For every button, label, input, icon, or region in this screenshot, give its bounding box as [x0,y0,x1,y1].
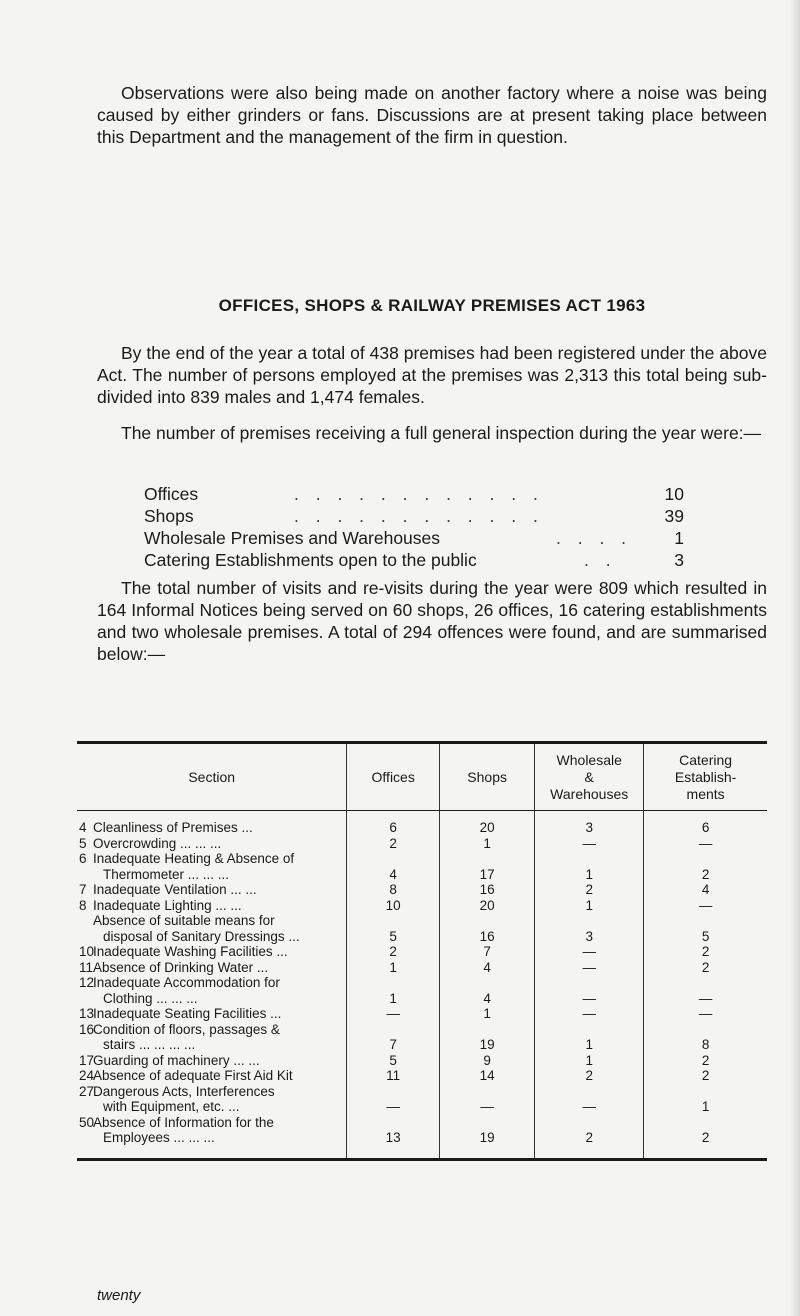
offices-count: 11 [347,1068,440,1084]
registration-paragraph: By the end of the year a total of 438 premises had been registered under the above Act. The number of persons employed at the premises was 2,313 this total being sub-divided into 839 males and 1,474 females. [97,343,767,407]
section-label: Inadequate Seating Facilities ... [93,1006,282,1021]
leader-dots: . . . . [556,528,633,548]
shops-count: 4 [440,960,535,976]
section-number: 8 [79,897,87,913]
inspection-intro: The number of premises receiving a full general inspection during the year were:— [121,423,762,443]
section-label: with Equipment, etc. ... [103,1099,240,1114]
shops-count: 20 [440,811,535,836]
section-label: Absence of adequate First Aid Kit [93,1068,293,1083]
catering-count: 8 [701,1037,710,1052]
shops-count: 14 [440,1068,535,1084]
section-number [79,1099,93,1115]
section-number [79,991,93,1007]
section-number: 50 [79,1114,95,1130]
section-cell [77,944,347,960]
catering-count: — [698,897,713,913]
inspection-row-shops [144,505,684,527]
section-number: 10 [79,944,95,959]
section-label: Cleanliness of Premises ... [93,820,253,835]
header-section: Section [77,744,347,811]
header-shops: Shops [440,744,535,811]
section-label: disposal of Sanitary Dressings ... [103,928,300,944]
section-cell [77,975,347,1006]
wholesale-count: — [535,944,644,960]
leader-dots: . . . . . . . . . . . . [294,506,544,526]
section-label: Absence of suitable means for [93,913,275,928]
shops-count: — [440,1084,535,1115]
offices-count: 5 [347,1053,440,1069]
shops-count: 7 [440,944,535,960]
catering-count: 2 [701,959,710,975]
catering-count: 4 [701,882,710,897]
section-cell [77,811,347,836]
section-number: 7 [79,882,87,897]
table-body [77,811,767,1158]
wholesale-count: — [535,975,644,1006]
leader-dots: . . [584,550,617,570]
inspection-label: Offices [144,484,199,504]
section-number [79,1130,93,1146]
section-number: 11 [79,959,94,975]
offices-count: 7 [347,1022,440,1053]
section-label: Inadequate Ventilation ... ... [93,882,257,897]
section-number: 27 [79,1083,95,1099]
shops-count: 1 [440,1006,535,1022]
wholesale-count: 1 [535,1053,644,1069]
table-row [77,1115,767,1158]
table-row [77,960,767,976]
inspection-value: 3 [674,550,684,570]
catering-count: 2 [701,1068,710,1083]
section-cell [77,851,347,882]
inspection-value: 39 [664,506,684,526]
section-label: Absence of Information for the [93,1114,274,1130]
wholesale-count: 2 [535,1068,644,1084]
inspection-row-offices [144,483,684,505]
table-row [77,811,767,836]
inspection-label: Shops [144,506,194,526]
visits-paragraph: The total number of visits and re-visits during the year were 809 which resulted in 164 Informal Notices being served on 60 shops, 26 offices, 16 catering establishments and two wholesale premises. A total of 294 offences were found, and are summarised below:— [97,578,767,664]
wholesale-count: 3 [535,913,644,944]
table-bottom-rule [77,1158,767,1161]
header-catering: Catering Establish- ments [644,744,767,811]
table-row [77,1068,767,1084]
section-heading: OFFICES, SHOPS & RAILWAY PREMISES ACT 1963 [218,296,646,315]
inspection-row-wholesale [144,527,684,549]
section-cell [77,1022,347,1053]
offices-count: 8 [347,882,440,898]
wholesale-count: 1 [535,1022,644,1053]
inspection-label: Catering Establishments open to the public [144,550,477,570]
offices-count: 1 [347,975,440,1006]
intro-paragraph: Observations were also being made on another factory where a noise was being caused by either grinders or fans. Discussions are at present taking place between this Department and the management of the firm in question. [97,83,767,147]
shops-count: 17 [440,851,535,882]
offices-count: 5 [347,913,440,944]
section-number [79,1037,93,1053]
shops-count: 16 [440,913,535,944]
offices-count: — [347,1006,440,1022]
section-label: Thermometer ... ... ... [103,866,230,882]
table-row [77,898,767,914]
section-label: Inadequate Accommodation for [93,975,280,990]
shops-count: 19 [440,1022,535,1053]
catering-count: 6 [701,820,710,835]
section-cell [77,1053,347,1069]
section-label: Absence of Drinking Water ... [93,959,269,975]
leader-dots: . . . . . . . . . . . . [294,484,544,504]
section-number: 4 [79,820,87,835]
catering-count: 2 [701,944,710,959]
offices-count: 2 [347,944,440,960]
section-label: Guarding of machinery ... ... [93,1052,260,1068]
catering-count: 2 [701,866,710,882]
wholesale-count: 2 [535,882,644,898]
table-row [77,1022,767,1053]
shops-count: 16 [440,882,535,898]
section-label: Inadequate Heating & Absence of [93,851,295,866]
wholesale-count: 3 [535,811,644,836]
section-number: 6 [79,851,87,866]
section-number: 16 [79,1021,95,1037]
section-cell [77,836,347,852]
shops-count: 20 [440,898,535,914]
section-label: Condition of floors, passages & [93,1021,280,1037]
wholesale-count: 1 [535,898,644,914]
shops-count: 4 [440,975,535,1006]
offices-count: — [347,1084,440,1115]
header-offices: Offices [347,744,440,811]
table-row [77,1084,767,1115]
section-label: Overcrowding ... ... ... [93,835,222,851]
section-cell [77,882,347,898]
offices-count: 13 [347,1115,440,1158]
section-label: stairs ... ... ... ... [103,1037,196,1052]
section-cell [77,913,347,944]
wholesale-count: 2 [535,1115,644,1158]
page-edge-shadow [790,0,800,1316]
section-label: Employees ... ... ... [103,1130,215,1145]
section-cell [77,1006,347,1022]
section-label: Clothing ... ... ... [103,990,198,1006]
table-row [77,1006,767,1022]
section-label: Inadequate Lighting ... ... [93,897,242,913]
section-cell [77,1084,347,1115]
wholesale-count: — [535,1084,644,1115]
table-row [77,944,767,960]
offices-count: 2 [347,836,440,852]
inspection-value: 1 [674,528,684,548]
offices-count: 10 [347,898,440,914]
table-row [77,851,767,882]
offices-count: 1 [347,960,440,976]
header-wholesale: Wholesale & Warehouses [535,744,644,811]
offices-count: 6 [347,811,440,836]
table-row [77,913,767,944]
wholesale-count: — [535,1006,644,1022]
section-cell [77,1115,347,1158]
section-number: 13 [79,1006,95,1021]
section-number: 12 [79,975,95,990]
section-label: Inadequate Washing Facilities ... [93,944,288,959]
table-row [77,882,767,898]
catering-count: — [698,990,713,1006]
catering-count: 1 [701,1099,710,1114]
table-row [77,975,767,1006]
table-row [77,836,767,852]
catering-count: — [698,1006,713,1021]
section-number: 17 [79,1052,95,1068]
inspection-value: 10 [664,484,684,504]
offences-table [77,741,767,1161]
catering-count: 5 [701,928,710,944]
section-cell [77,960,347,976]
section-number [79,929,93,945]
inspection-row-catering [144,549,684,571]
page-footer: twenty [97,1287,141,1304]
wholesale-count: 1 [535,851,644,882]
shops-count: 1 [440,836,535,852]
section-number: 5 [79,835,87,851]
wholesale-count: — [535,836,644,852]
catering-count: — [698,835,713,851]
inspection-list [144,483,684,571]
section-cell [77,898,347,914]
catering-count: 2 [701,1130,710,1145]
section-number: 24 [79,1068,95,1083]
section-cell [77,1068,347,1084]
shops-count: 9 [440,1053,535,1069]
table-header-row [77,744,767,811]
catering-count: 2 [701,1052,710,1068]
table-row [77,1053,767,1069]
inspection-label: Wholesale Premises and Warehouses [144,528,441,548]
wholesale-count: — [535,960,644,976]
shops-count: 19 [440,1115,535,1158]
section-number [79,867,93,883]
section-label: Dangerous Acts, Interferences [93,1083,275,1099]
section-number [79,913,93,929]
offices-count: 4 [347,851,440,882]
